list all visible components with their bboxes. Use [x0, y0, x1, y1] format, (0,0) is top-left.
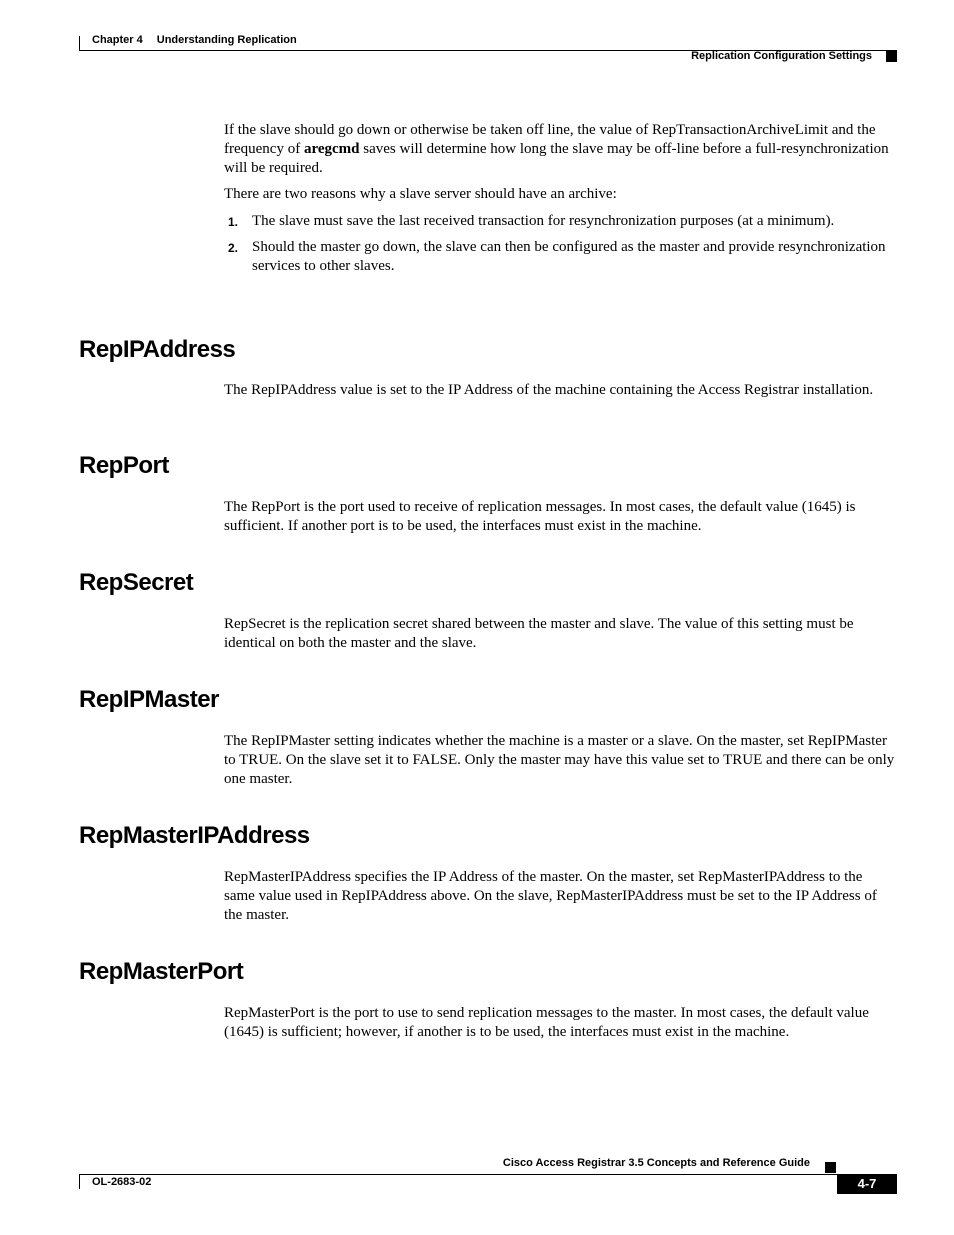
section-heading: RepIPMaster — [79, 686, 219, 713]
list-item-number: 1. — [228, 215, 239, 229]
list-item-text: Should the master go down, the slave can then be configured as the master and provide resynchronization services to other slaves. — [252, 239, 886, 274]
intro-paragraph-2: There are two reasons why a slave server should have an archive: — [224, 186, 617, 202]
chapter-label: Chapter 4 — [92, 34, 143, 46]
section-body: The RepIPAddress value is set to the IP Address of the machine containing the Access Registrar installation. — [224, 382, 874, 398]
section-heading: RepSecret — [79, 569, 194, 596]
chapter-title: Understanding Replication — [156, 34, 297, 46]
section-body: The RepIPMaster setting indicates whether the machine is a master or a slave. On the master, set RepIPMaster to TRUE. On the slave set it to FALSE. Only the master may have this value set to TRUE and there can be only one master. — [224, 733, 895, 787]
section-body: RepSecret is the replication secret shared between the master and slave. The value of this setting must be identical on both the master and the slave. — [224, 616, 854, 651]
section-heading: RepPort — [79, 452, 169, 479]
section-body: RepMasterPort is the port to use to send replication messages to the master. In most cases, the default value (1645) is sufficient; however, if another is to be used, the interfaces must exist in the machine. — [224, 1005, 869, 1040]
running-header-section: Replication Configuration Settings — [691, 50, 872, 62]
footer-marker-square — [825, 1162, 836, 1173]
section-body: RepMasterIPAddress specifies the IP Address of the master. On the master, set RepMasterIPAddress to the same value used in RepIPAddress above. On the slave, RepMasterIPAddress must be set to the IP Address of the master. — [224, 869, 877, 923]
footer-document-title: Cisco Access Registrar 3.5 Concepts and Reference Guide — [502, 1157, 810, 1169]
running-header-chapter — [92, 34, 297, 46]
footer-vertical-rule — [79, 1175, 80, 1189]
header-vertical-rule — [79, 36, 80, 51]
section-body: The RepPort is the port used to receive of replication messages. In most cases, the default value (1645) is sufficient. If another port is to be used, the interfaces must exist in the machine. — [224, 499, 856, 534]
command-name: aregcmd — [303, 141, 360, 157]
list-item-text: The slave must save the last received transaction for resynchronization purposes (at a minimum). — [252, 213, 835, 229]
header-marker-square — [886, 51, 897, 62]
list-item-number: 2. — [228, 241, 239, 255]
footer-document-number: OL-2683-02 — [92, 1176, 152, 1188]
section-heading: RepIPAddress — [79, 336, 236, 363]
page-number: 4-7 — [837, 1174, 897, 1194]
section-heading: RepMasterIPAddress — [79, 822, 310, 849]
footer-rule — [79, 1174, 897, 1175]
intro-paragraph-1: If the slave should go down or otherwise be taken off line, the value of RepTransactionArchiveLimit and the frequency of aregcmd saves will determine how long the slave may be off-line before a full-resynchronization will be required. — [224, 122, 889, 176]
section-heading: RepMasterPort — [79, 958, 244, 985]
